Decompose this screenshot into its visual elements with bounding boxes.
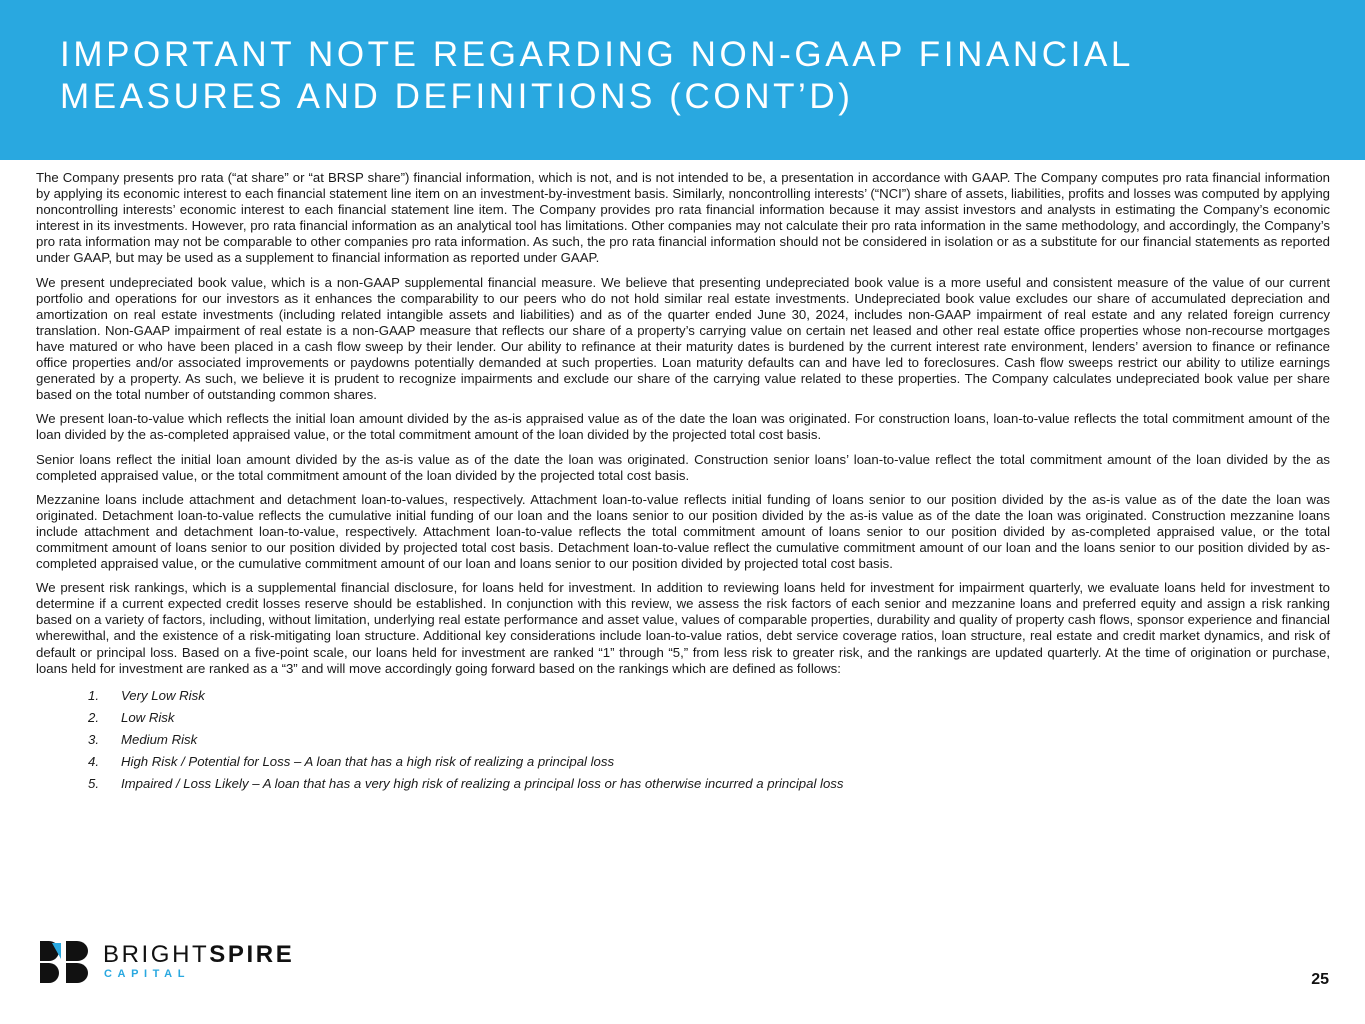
list-item-number: 5. xyxy=(88,775,99,791)
list-item-label: High Risk / Potential for Loss – A loan that has a high risk of realizing a principal loss xyxy=(121,753,615,769)
logo-word-light: BRIGHT xyxy=(103,941,210,968)
list-item xyxy=(88,773,1330,795)
list-item-number: 2. xyxy=(88,709,99,725)
paragraph-mezzanine-loans: Mezzanine loans include attachment and detachment loan-to-values, respectively. Attachment loan-to-value reflects initial funding of loans senior to our position divided by the as-is value as of the date the loan was originated. Detachment loan-to-value reflects the cumulative initial funding of our loan and the loans senior to our position divided by the as-is value as of the date the loan was originated. Construction mezzanine loans include attachment and detachment loan-to-value, respectively. Attachment loan-to-value reflects the total commitment amount of loans senior to our position divided by as-completed appraised value, or the total commitment amount of loans senior to our position divided by projected total cost basis. Detachment loan-to-value reflect the cumulative commitment amount of our loan and the loans senior to our position divided by as-completed appraised value, or the cumulative commitment amount of our loan and loans senior to our position divided by projected total cost basis. xyxy=(36,491,1330,572)
paragraph-risk-rankings: We present risk rankings, which is a supplemental financial disclosure, for loans held for investment. In addition to reviewing loans held for investment for impairment quarterly, we evaluate loans held for investment to determine if a current expected credit losses reserve should be established. In conjunction with this review, we assess the risk factors of each senior and mezzanine loans and preferred equity and assign a risk ranking based on a variety of factors, including, without limitation, underlying real estate performance and asset value, values of comparable properties, durability and quality of property cash flows, sponsor experience and financial wherewithal, and the existence of a risk-mitigating loan structure. Additional key considerations include loan-to-value ratios, debt service coverage ratios, loan structure, real estate and credit market dynamics, and risk of default or principal loss. Based on a five-point scale, our loans held for investment are ranked “1” through “5,” from less risk to greater risk, and the rankings are updated quarterly. At the time of origination or purchase, loans held for investment are ranked as a “3” and will move accordingly going forward based on the rankings which are defined as follows: xyxy=(36,580,1330,676)
list-item xyxy=(88,707,1330,729)
logo-subtitle: CAPITAL xyxy=(104,968,191,980)
page-title: IMPORTANT NOTE REGARDING NON-GAAP FINANCIAL MEASURES AND DEFINITIONS (CONT’D) xyxy=(60,35,1133,116)
document-body xyxy=(36,170,1330,795)
page-number: 25 xyxy=(1311,971,1329,988)
logo-word-bold: SPIRE xyxy=(209,941,295,968)
list-item-number: 3. xyxy=(88,731,99,747)
list-item-label: Low Risk xyxy=(121,709,175,725)
paragraph-loan-to-value: We present loan-to-value which reflects the initial loan amount divided by the as-is appraised value as of the date the loan was originated. For construction loans, loan-to-value reflects the total commitment amount of the loan divided by the as-completed appraised value, or the total commitment amount of the loan divided by the projected total cost basis. xyxy=(36,411,1330,443)
logo-wordmark xyxy=(103,942,294,968)
list-item-label: Medium Risk xyxy=(121,731,198,747)
list-item xyxy=(88,751,1330,773)
paragraph-pro-rata: The Company presents pro rata (“at share” or “at BRSP share”) financial information, which is not, and is not intended to be, a presentation in accordance with GAAP. The Company computes pro rata financial information by applying its economic interest to each financial statement line item on an investment-by-investment basis. Similarly, noncontrolling interests’ (“NCI”) share of assets, liabilities, profits and losses was computed by applying noncontrolling interests’ economic interest to each financial statement line item. The Company provides pro rata financial information because it may assist investors and analysts in estimating the Company’s economic interest in its investments. However, pro rata financial information as an analytical tool has limitations. Other companies may not calculate their pro rata information in the same methodology, and accordingly, the Company’s pro rata information may not be comparable to other companies pro rata information. As such, the pro rata financial information should not be considered in isolation or as a substitute for our financial statements as reported under GAAP, but may be used as a supplement to financial information as reported under GAAP. xyxy=(36,170,1330,266)
list-item-number: 4. xyxy=(88,753,99,769)
list-item xyxy=(88,685,1330,707)
paragraph-senior-loans: Senior loans reflect the initial loan amount divided by the as-is value as of the date the loan was originated. Construction senior loans’ loan-to-value reflect the total commitment amount of the loan divided by the as completed appraised value, or the total commitment amount of the loan divided by the projected total cost basis. xyxy=(36,451,1330,483)
brightspire-logo-mark-icon xyxy=(40,941,88,983)
paragraph-undepreciated-book-value: We present undepreciated book value, which is a non-GAAP supplemental financial measure. We believe that presenting undepreciated book value is a more useful and consistent measure of the value of our current portfolio and operations for our investors as it enhances the comparability to our peers who do not hold similar real estate investments. Undepreciated book value excludes our share of accumulated depreciation and amortization on real estate investments (including related intangible assets and liabilities) and as of the quarter ended June 30, 2024, includes non-GAAP impairment of real estate and any related foreign currency translation. Non-GAAP impairment of real estate is a non-GAAP measure that reflects our share of a property’s carrying value on certain net leased and other real estate office properties whose non-recourse mortgages have matured or who have been placed in a cash flow sweep by their lender. Our ability to refinance at their maturity dates is burdened by the current interest rate environment, lenders’ aversion to finance or refinance office properties and/or associated improvements or paydowns potentially demanded at such properties. Loan maturity defaults can and have led to foreclosures. Cash flow sweeps restrict our ability to utilize earnings generated by a property. As such, we believe it is prudent to recognize impairments and exclude our share of the carrying value related to these properties. The Company calculates undepreciated book value per share based on the total number of outstanding common shares. xyxy=(36,274,1330,403)
risk-ranking-list xyxy=(36,685,1330,795)
list-item-label: Impaired / Loss Likely – A loan that has a very high risk of realizing a principal loss or has otherwise incurred a principal loss xyxy=(121,775,844,791)
list-item xyxy=(88,729,1330,751)
list-item-label: Very Low Risk xyxy=(121,687,205,703)
list-item-number: 1. xyxy=(88,687,99,703)
header-banner xyxy=(0,0,1365,160)
brightspire-logo xyxy=(40,941,300,987)
